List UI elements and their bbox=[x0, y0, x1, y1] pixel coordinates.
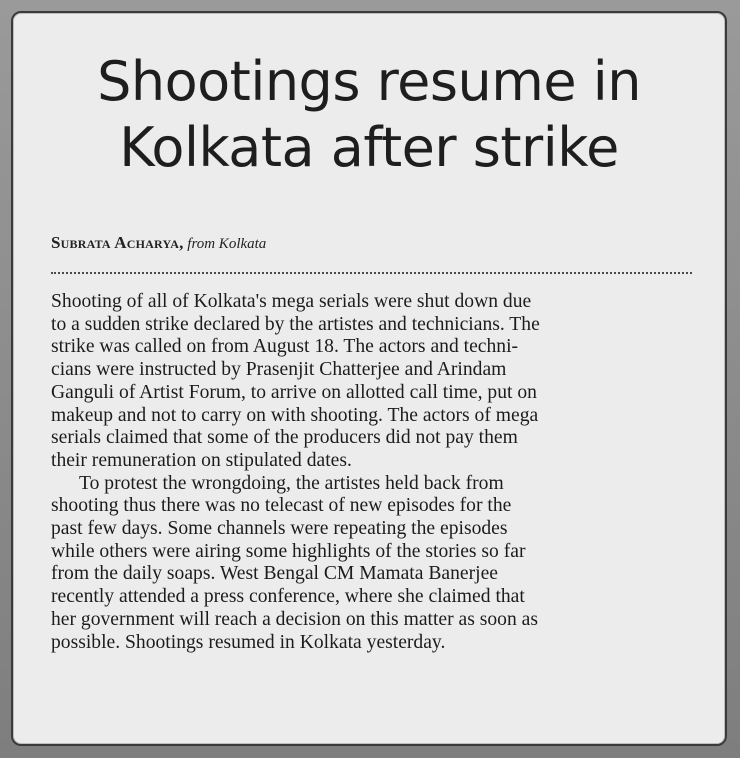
body-line: from the daily soaps. West Bengal CM Mamata Banerjee bbox=[51, 563, 498, 585]
body-line: to a sudden strike declared by the artistes and technicians. The bbox=[51, 313, 540, 335]
body-line: while others were airing some highlights of the stories so far bbox=[51, 540, 526, 562]
body-line: Shooting of all of Kolkata's mega serials were shut down due bbox=[51, 291, 532, 312]
body-line: possible. Shootings resumed in Kolkata yesterday. bbox=[51, 631, 446, 653]
newspaper-clipping bbox=[11, 11, 727, 746]
dotted-divider bbox=[51, 272, 692, 274]
body-line: their remuneration on stipulated dates. bbox=[51, 449, 352, 471]
byline-author: Subrata Acharya, bbox=[51, 233, 184, 252]
body-line: strike was called on from August 18. The actors and techni- bbox=[51, 336, 519, 358]
body-line: cians were instructed by Prasenjit Chatterjee and Arindam bbox=[51, 359, 507, 381]
headline-line: Shootings resume in bbox=[97, 50, 641, 113]
body-line: makeup and not to carry on with shooting. The actors of mega bbox=[51, 404, 539, 426]
body-line: past few days. Some channels were repeating the episodes bbox=[51, 518, 508, 540]
paragraph-1 bbox=[51, 291, 703, 473]
article-body bbox=[51, 291, 703, 654]
body-line: recently attended a press conference, where she claimed that bbox=[51, 586, 525, 608]
body-line: serials claimed that some of the producers did not pay them bbox=[51, 427, 518, 449]
body-line: To protest the wrongdoing, the artistes held back from bbox=[79, 472, 504, 494]
headline bbox=[13, 49, 725, 181]
paragraph-2 bbox=[51, 473, 703, 655]
body-line: shooting thus there was no telecast of new episodes for the bbox=[51, 495, 512, 517]
byline-location: from Kolkata bbox=[187, 236, 267, 252]
body-line: Ganguli of Artist Forum, to arrive on allotted call time, put on bbox=[51, 381, 537, 403]
byline bbox=[51, 233, 266, 253]
body-line: her government will reach a decision on this matter as soon as bbox=[51, 608, 538, 630]
headline-line: Kolkata after strike bbox=[119, 116, 619, 179]
